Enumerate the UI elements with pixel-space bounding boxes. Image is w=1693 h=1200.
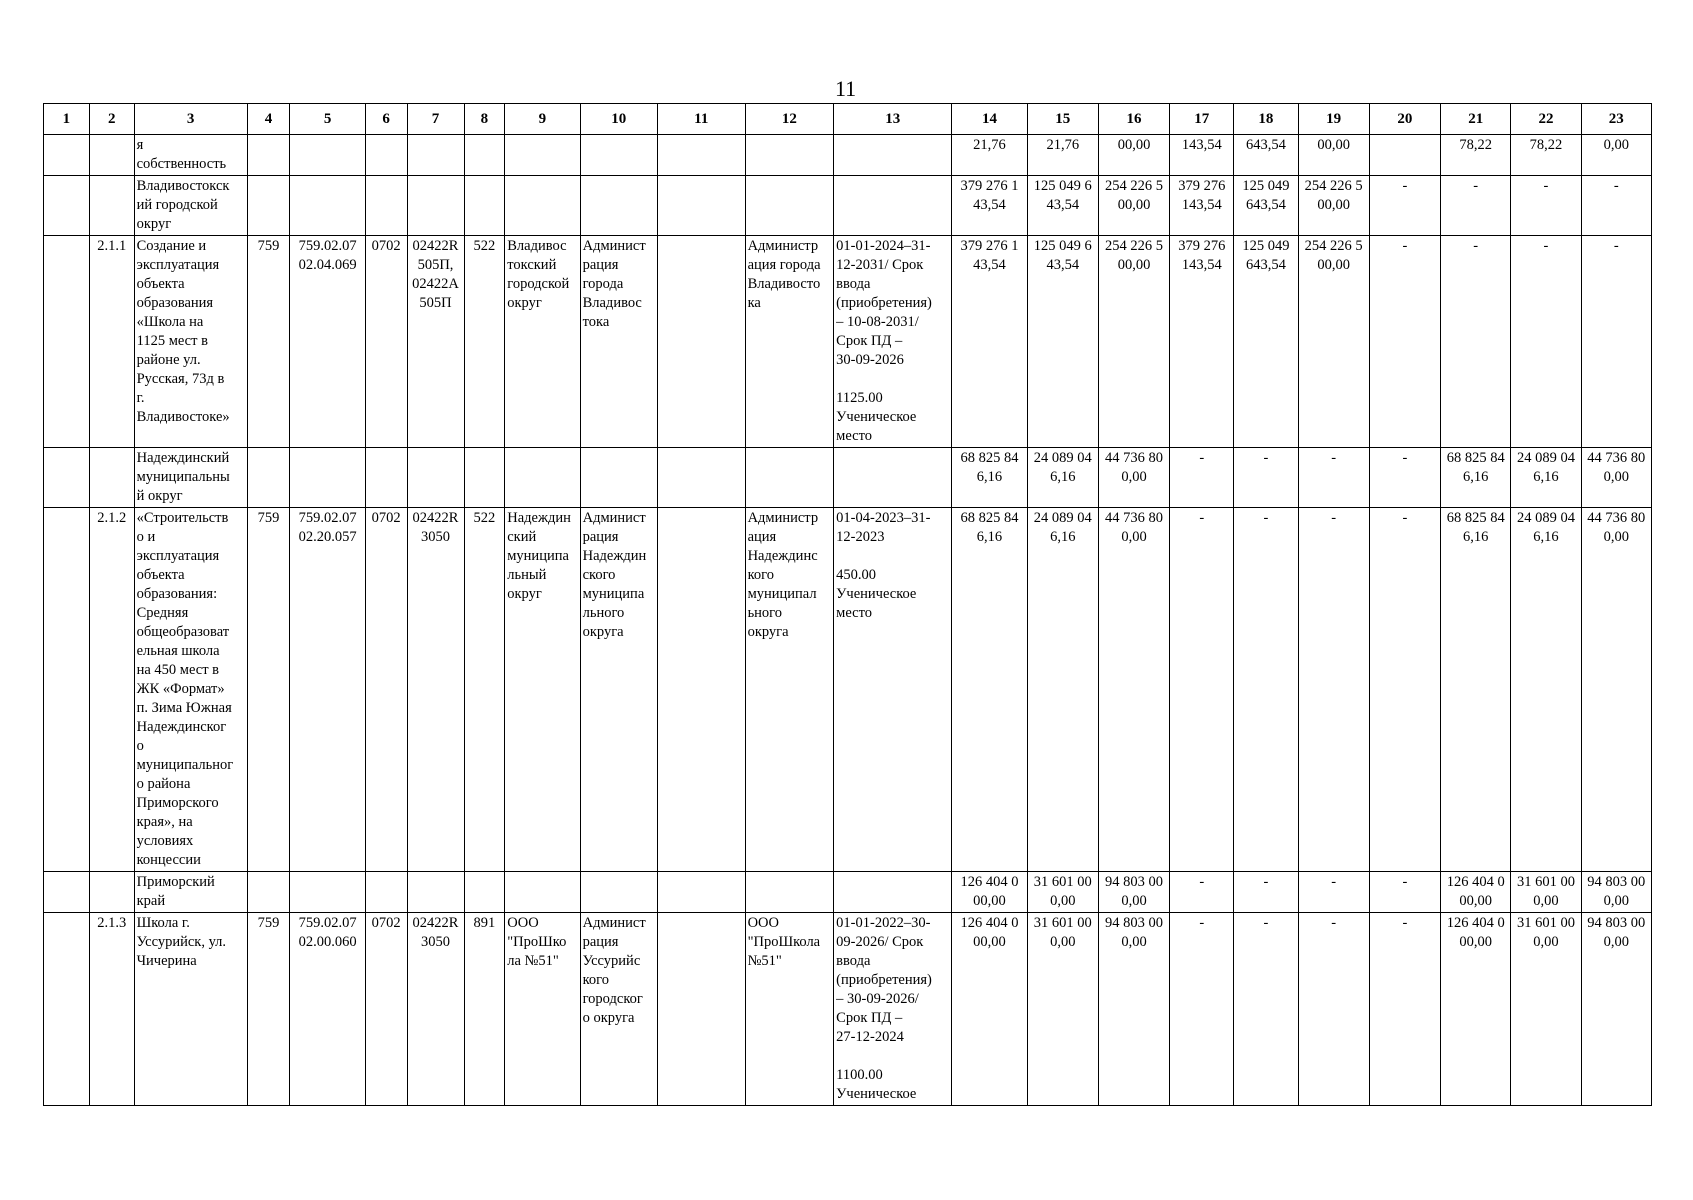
table-cell xyxy=(247,448,290,508)
table-cell xyxy=(44,913,90,1106)
table-cell: 94 803 00 0,00 xyxy=(1098,913,1169,1106)
column-header: 20 xyxy=(1369,104,1440,135)
table-cell xyxy=(657,448,745,508)
column-header: 10 xyxy=(580,104,657,135)
column-header: 6 xyxy=(365,104,407,135)
table-cell: 379 276 1 43,54 xyxy=(952,236,1027,448)
table-cell xyxy=(89,872,134,913)
table-cell: 125 049 6 43,54 xyxy=(1027,176,1098,236)
column-header: 21 xyxy=(1441,104,1511,135)
table-row xyxy=(44,508,1652,872)
table-cell xyxy=(834,872,952,913)
table-cell: 125 049 6 43,54 xyxy=(1027,236,1098,448)
column-header: 19 xyxy=(1298,104,1369,135)
table-cell xyxy=(745,448,834,508)
table-cell xyxy=(44,135,90,176)
table-cell: я собственность xyxy=(134,135,247,176)
table-cell: 31 601 00 0,00 xyxy=(1511,913,1581,1106)
table-cell xyxy=(657,236,745,448)
table-cell xyxy=(290,176,365,236)
table-cell: 126 404 0 00,00 xyxy=(952,913,1027,1106)
column-header: 8 xyxy=(464,104,505,135)
table-cell xyxy=(365,448,407,508)
table-cell: - xyxy=(1511,236,1581,448)
column-header: 14 xyxy=(952,104,1027,135)
table-cell: 143,54 xyxy=(1170,135,1234,176)
table-cell: 643,54 xyxy=(1234,135,1298,176)
table-cell: - xyxy=(1441,236,1511,448)
table-cell: - xyxy=(1369,448,1440,508)
table-cell xyxy=(44,176,90,236)
column-header: 3 xyxy=(134,104,247,135)
table-row xyxy=(44,236,1652,448)
column-header: 15 xyxy=(1027,104,1098,135)
table-cell: - xyxy=(1298,508,1369,872)
table-cell: - xyxy=(1369,176,1440,236)
table-cell: 02422R 3050 xyxy=(407,508,464,872)
table-cell xyxy=(407,176,464,236)
table-cell: Админист рация Уссурийс кого городског о округа xyxy=(580,913,657,1106)
column-header: 16 xyxy=(1098,104,1169,135)
table-cell: 21,76 xyxy=(952,135,1027,176)
table-cell: 759 xyxy=(247,508,290,872)
column-header: 17 xyxy=(1170,104,1234,135)
table-cell: 44 736 80 0,00 xyxy=(1098,508,1169,872)
table-cell xyxy=(44,448,90,508)
table-cell: 24 089 04 6,16 xyxy=(1511,448,1581,508)
table-cell: 44 736 80 0,00 xyxy=(1581,508,1651,872)
table-cell xyxy=(365,135,407,176)
table-cell: Надеждинский муниципальны й округ xyxy=(134,448,247,508)
table-cell xyxy=(464,135,505,176)
table-cell xyxy=(247,135,290,176)
table-cell xyxy=(1369,135,1440,176)
table-cell: 759 xyxy=(247,236,290,448)
table-cell: - xyxy=(1298,872,1369,913)
table-cell: - xyxy=(1234,448,1298,508)
table-cell: 78,22 xyxy=(1441,135,1511,176)
table-cell xyxy=(464,176,505,236)
table-cell: - xyxy=(1369,508,1440,872)
column-header: 7 xyxy=(407,104,464,135)
table-cell: 68 825 84 6,16 xyxy=(952,448,1027,508)
table-cell xyxy=(44,508,90,872)
column-header: 23 xyxy=(1581,104,1651,135)
table-cell xyxy=(580,448,657,508)
table-cell: «Строительств о и эксплуатация объекта образования: Средняя общеобразоват ельная школа на 450 мест в ЖК «Формат» п. Зима Южная Надеждинског о муниципальног о района Приморского края», на условиях концессии xyxy=(134,508,247,872)
table-cell: - xyxy=(1170,872,1234,913)
table-cell: 01-01-2024–31- 12-2031/ Срок ввода (приобретения) – 10-08-2031/ Срок ПД – 30-09-2026 1125.00 Ученическое место xyxy=(834,236,952,448)
table-cell xyxy=(407,448,464,508)
column-header: 13 xyxy=(834,104,952,135)
table-cell xyxy=(580,176,657,236)
table-cell: 0,00 xyxy=(1581,135,1651,176)
table-row xyxy=(44,176,1652,236)
table-cell xyxy=(834,176,952,236)
table-cell: 522 xyxy=(464,508,505,872)
column-header: 11 xyxy=(657,104,745,135)
table-cell: - xyxy=(1170,913,1234,1106)
table-cell: 31 601 00 0,00 xyxy=(1511,872,1581,913)
table-cell: Админист рация города Владивос тока xyxy=(580,236,657,448)
header-row xyxy=(44,104,1652,135)
table-cell xyxy=(745,872,834,913)
table-cell: 759.02.07 02.20.057 xyxy=(290,508,365,872)
page-number: 11 xyxy=(835,76,857,101)
table-cell xyxy=(44,236,90,448)
table-cell: 01-01-2022–30- 09-2026/ Срок ввода (приобретения) – 30-09-2026/ Срок ПД – 27-12-2024 1100.00 Ученическое xyxy=(834,913,952,1106)
table-cell xyxy=(505,872,580,913)
table-cell xyxy=(657,508,745,872)
table-cell: 2.1.2 xyxy=(89,508,134,872)
table-row xyxy=(44,135,1652,176)
table-cell: 0702 xyxy=(365,236,407,448)
table-cell: - xyxy=(1234,508,1298,872)
column-header: 22 xyxy=(1511,104,1581,135)
table-cell: - xyxy=(1298,448,1369,508)
table-cell xyxy=(89,176,134,236)
data-table xyxy=(43,103,1652,1106)
table-cell xyxy=(290,135,365,176)
table-cell: 522 xyxy=(464,236,505,448)
table-cell xyxy=(407,135,464,176)
table-cell xyxy=(89,448,134,508)
table-cell xyxy=(290,448,365,508)
table-cell: 02422R 3050 xyxy=(407,913,464,1106)
table-cell: 125 049 643,54 xyxy=(1234,176,1298,236)
table-cell: 759 xyxy=(247,913,290,1106)
table-cell: - xyxy=(1581,236,1651,448)
table-cell xyxy=(745,176,834,236)
table-cell: Владивостокск ий городской округ xyxy=(134,176,247,236)
table-cell: 94 803 00 0,00 xyxy=(1581,872,1651,913)
table-cell: ООО "ПроШко ла №51" xyxy=(505,913,580,1106)
table-cell xyxy=(464,448,505,508)
table-cell xyxy=(657,913,745,1106)
table-cell xyxy=(247,872,290,913)
table-cell: 44 736 80 0,00 xyxy=(1098,448,1169,508)
table-cell: 254 226 5 00,00 xyxy=(1098,236,1169,448)
table-row xyxy=(44,872,1652,913)
table-row xyxy=(44,448,1652,508)
table-row xyxy=(44,913,1652,1106)
table-cell: - xyxy=(1369,872,1440,913)
column-header: 4 xyxy=(247,104,290,135)
table-cell xyxy=(580,135,657,176)
table-cell: 21,76 xyxy=(1027,135,1098,176)
table-cell: 891 xyxy=(464,913,505,1106)
table-cell: 126 404 0 00,00 xyxy=(1441,913,1511,1106)
table-cell: Создание и эксплуатация объекта образования «Школа на 1125 мест в районе ул. Русская, 73д в г. Владивостоке» xyxy=(134,236,247,448)
table-cell: 68 825 84 6,16 xyxy=(1441,508,1511,872)
table-cell xyxy=(745,135,834,176)
table-cell: 0702 xyxy=(365,913,407,1106)
table-cell: 68 825 84 6,16 xyxy=(952,508,1027,872)
table-cell: - xyxy=(1369,913,1440,1106)
table-cell: 78,22 xyxy=(1511,135,1581,176)
table-cell: 379 276 143,54 xyxy=(1170,176,1234,236)
column-header: 5 xyxy=(290,104,365,135)
table-cell: 379 276 143,54 xyxy=(1170,236,1234,448)
table-cell: 2.1.3 xyxy=(89,913,134,1106)
table-cell: Администр ация Надеждинс кого муниципал ьного округа xyxy=(745,508,834,872)
column-header: 1 xyxy=(44,104,90,135)
column-header: 12 xyxy=(745,104,834,135)
table-cell: - xyxy=(1581,176,1651,236)
table-cell: 759.02.07 02.00.060 xyxy=(290,913,365,1106)
table-cell: 24 089 04 6,16 xyxy=(1027,508,1098,872)
table-cell: 94 803 00 0,00 xyxy=(1098,872,1169,913)
table-cell: 94 803 00 0,00 xyxy=(1581,913,1651,1106)
table-cell: Админист рация Надеждин ского муниципа льного округа xyxy=(580,508,657,872)
table-cell: - xyxy=(1298,913,1369,1106)
table-cell: 254 226 5 00,00 xyxy=(1298,236,1369,448)
table-cell xyxy=(464,872,505,913)
table-cell xyxy=(834,448,952,508)
table-cell: Владивос токский городской округ xyxy=(505,236,580,448)
table-cell: - xyxy=(1369,236,1440,448)
table-cell xyxy=(365,872,407,913)
column-header: 9 xyxy=(505,104,580,135)
table-cell: 759.02.07 02.04.069 xyxy=(290,236,365,448)
table-cell: - xyxy=(1441,176,1511,236)
table-cell: - xyxy=(1511,176,1581,236)
table-cell: - xyxy=(1234,872,1298,913)
table-cell: 00,00 xyxy=(1298,135,1369,176)
table-cell xyxy=(834,135,952,176)
table-cell xyxy=(505,135,580,176)
table-cell: Приморский край xyxy=(134,872,247,913)
table-cell xyxy=(89,135,134,176)
table-cell xyxy=(290,872,365,913)
table-cell: 126 404 0 00,00 xyxy=(1441,872,1511,913)
table-cell: 31 601 00 0,00 xyxy=(1027,913,1098,1106)
table-cell xyxy=(505,448,580,508)
table-cell: 44 736 80 0,00 xyxy=(1581,448,1651,508)
table-cell: - xyxy=(1170,508,1234,872)
table-cell xyxy=(247,176,290,236)
table-cell: - xyxy=(1170,448,1234,508)
table-cell: 02422R 505П, 02422A 505П xyxy=(407,236,464,448)
table-cell: Надеждин ский муниципа льный округ xyxy=(505,508,580,872)
table-cell: 254 226 5 00,00 xyxy=(1298,176,1369,236)
table-cell: 0702 xyxy=(365,508,407,872)
table-cell: 01-04-2023–31- 12-2023 450.00 Ученическое место xyxy=(834,508,952,872)
table-cell: 126 404 0 00,00 xyxy=(952,872,1027,913)
table-cell xyxy=(657,176,745,236)
table-cell: 379 276 1 43,54 xyxy=(952,176,1027,236)
table-cell: ООО "ПроШкола №51" xyxy=(745,913,834,1106)
table-cell: - xyxy=(1234,913,1298,1106)
table-cell: Школа г. Уссурийск, ул. Чичерина xyxy=(134,913,247,1106)
table-cell: 125 049 643,54 xyxy=(1234,236,1298,448)
table-cell: 2.1.1 xyxy=(89,236,134,448)
column-header: 18 xyxy=(1234,104,1298,135)
table-cell xyxy=(657,872,745,913)
table-cell: 00,00 xyxy=(1098,135,1169,176)
table-cell: 24 089 04 6,16 xyxy=(1027,448,1098,508)
table-cell: 31 601 00 0,00 xyxy=(1027,872,1098,913)
table-cell xyxy=(580,872,657,913)
table-cell xyxy=(407,872,464,913)
table-cell xyxy=(365,176,407,236)
table-cell xyxy=(657,135,745,176)
table-cell: Администр ация города Владивосто ка xyxy=(745,236,834,448)
table-cell: 24 089 04 6,16 xyxy=(1511,508,1581,872)
table-cell: 68 825 84 6,16 xyxy=(1441,448,1511,508)
column-header: 2 xyxy=(89,104,134,135)
table-cell xyxy=(505,176,580,236)
table-cell xyxy=(44,872,90,913)
table-cell: 254 226 5 00,00 xyxy=(1098,176,1169,236)
